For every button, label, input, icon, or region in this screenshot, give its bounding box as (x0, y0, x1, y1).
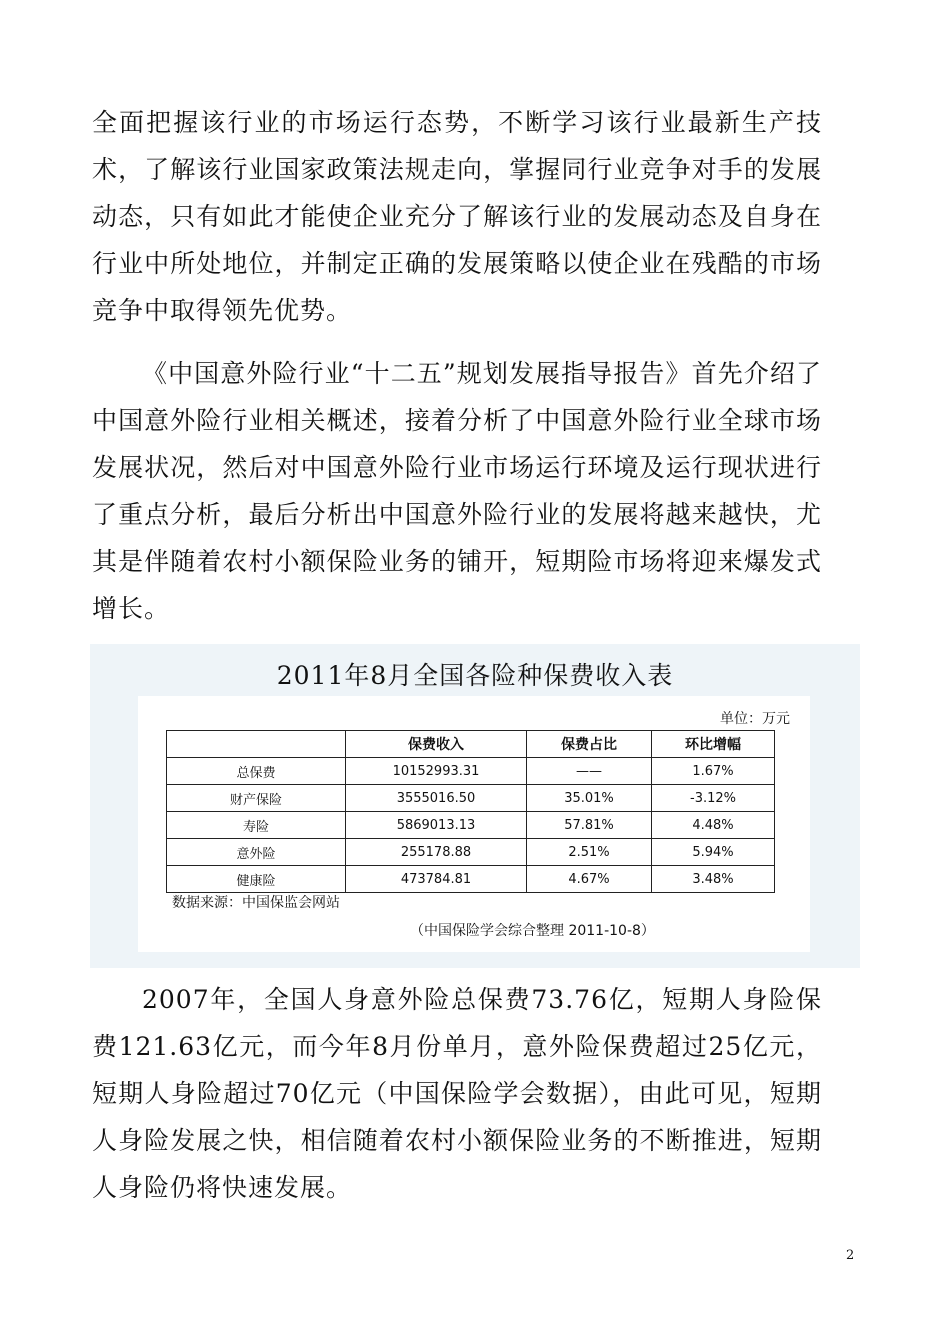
table-header-cell: 保费收入 (346, 731, 527, 758)
table-cell: 3.48% (652, 866, 775, 893)
table-cell: 4.67% (527, 866, 652, 893)
table-cell: 1.67% (652, 758, 775, 785)
table-cell: 5.94% (652, 839, 775, 866)
table-cell: 健康险 (167, 866, 346, 893)
table-cell: 意外险 (167, 839, 346, 866)
page-number: 2 (846, 1248, 855, 1263)
table-cell: 473784.81 (346, 866, 527, 893)
paragraph-2: 《中国意外险行业“十二五”规划发展指导报告》首先介绍了中国意外险行业相关概述，接着分析了中国意外险行业全球市场发展状况，然后对中国意外险行业市场运行环境及运行现状进行了重点分析，最后分析出中国意外险行业的发展将越来越快，尤其是伴随着农村小额保险业务的铺开，短期险市场将迎来爆发式增长。 (92, 359, 822, 623)
table-header-cell: 保费占比 (527, 731, 652, 758)
table-row (167, 812, 775, 839)
premium-table-figure (90, 644, 860, 968)
table-cell: —— (527, 758, 652, 785)
table-image (138, 696, 810, 952)
table-cell: 总保费 (167, 758, 346, 785)
paragraph-3: 2007年，全国人身意外险总保费73.76亿，短期人身险保费121.63亿元，而今年8月份单月，意外险保费超过25亿元，短期人身险超过70亿元（中国保险学会数据），由此可见，短期人身险发展之快，相信随着农村小额保险业务的不断推进，短期人身险仍将快速发展。 (92, 985, 822, 1202)
table-cell: 57.81% (527, 812, 652, 839)
table-cell: 寿险 (167, 812, 346, 839)
table-cell: 35.01% (527, 785, 652, 812)
table-cell: 5869013.13 (346, 812, 527, 839)
unit-label: 单位：万元 (720, 711, 790, 727)
table-cell: 3555016.50 (346, 785, 527, 812)
paragraph-1: 全面把握该行业的市场运行态势，不断学习该行业最新生产技术，了解该行业国家政策法规走向，掌握同行业竞争对手的发展动态，只有如此才能使企业充分了解该行业的发展动态及自身在行业中所处地位，并制定正确的发展策略以使企业在残酷的市场竞争中取得领先优势。 (92, 108, 822, 325)
figure-title: 2011年8月全国各险种保费收入表 (276, 661, 674, 690)
table-row (167, 758, 775, 785)
table-cell: 2.51% (527, 839, 652, 866)
table-cell: 4.48% (652, 812, 775, 839)
table-header-row (167, 731, 775, 758)
data-source-note: 数据来源：中国保监会网站 (172, 895, 340, 911)
table-cell: 财产保险 (167, 785, 346, 812)
table-cell: -3.12% (652, 785, 775, 812)
table-row (167, 785, 775, 812)
compiled-by-note: （中国保险学会综合整理 2011-10-8） (410, 923, 655, 939)
table-header-cell (167, 731, 346, 758)
table-cell: 10152993.31 (346, 758, 527, 785)
table-header-cell: 环比增幅 (652, 731, 775, 758)
table-row (167, 866, 775, 893)
premium-table (166, 730, 775, 893)
table-cell: 255178.88 (346, 839, 527, 866)
table-row (167, 839, 775, 866)
